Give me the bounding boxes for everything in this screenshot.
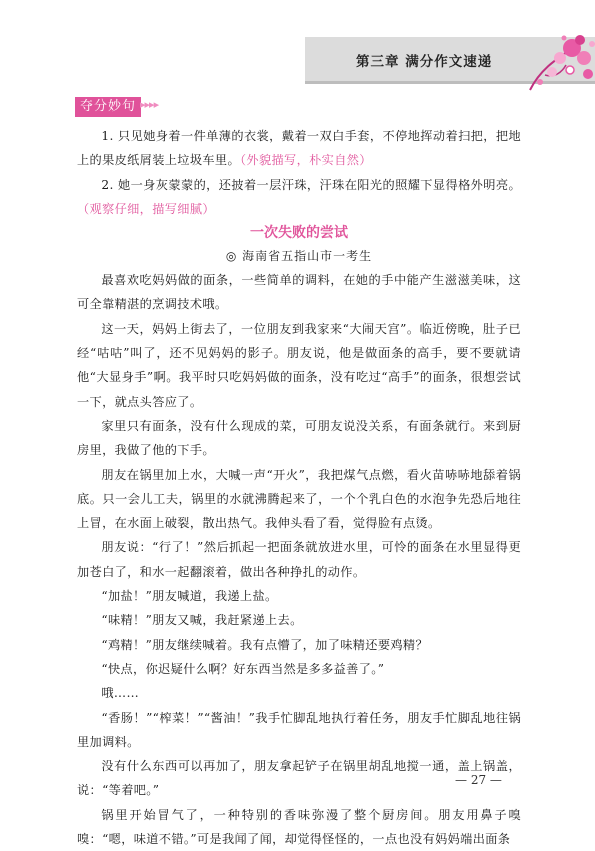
- sentence-text: 1. 只见她身着一件单薄的衣裳，戴着一双白手套，不停地挥动着扫把，把地上的果皮纸屑装上垃圾车里。: [77, 129, 521, 168]
- sentence-text: 2. 她一身灰蒙蒙的，还披着一层汗珠，汗珠在阳光的照耀下显得格外明亮。: [101, 177, 521, 192]
- article-paragraph: 锅里开始冒气了，一种特别的香味弥漫了整个厨房间。朋友用鼻子嗅嗅：“嗯，味道不错。”可是我闻了闻，却觉得怪怪的，一点也没有妈妈端出面条: [77, 807, 521, 847]
- article-paragraph: “味精！”朋友又喊，我赶紧递上去。: [101, 613, 303, 628]
- article-paragraph: 没有什么东西可以再加了，朋友拿起铲子在锅里胡乱地搅一通，盖上锅盖，说：“等着吧。”: [77, 759, 521, 798]
- chapter-title: 第三章 满分作文速递: [356, 54, 493, 70]
- page-number: — 27 —: [455, 773, 502, 787]
- article-paragraph: 朋友说：“行了！”然后抓起一把面条就放进水里，可怜的面条在水里显得更加苍白了，和水一起翻滚着，做出各种挣扎的动作。: [77, 540, 521, 579]
- article-paragraph: 最喜欢吃妈妈做的面条，一些简单的调料，在她的手中能产生滋滋美味，这可全靠精湛的烹调技术哦。: [77, 273, 521, 312]
- example-sentence: [77, 124, 521, 173]
- article-paragraph: “快点，你迟疑什么啊？好东西当然是多多益善了。”: [101, 661, 385, 676]
- sentence-note: （外貌描写，朴实自然）: [240, 153, 372, 168]
- example-sentence: [77, 173, 521, 222]
- article-author: ◎ 海南省五指山市一考生: [225, 249, 373, 264]
- arrows-icon: ▸▸▸▸: [140, 98, 159, 111]
- page-content: [77, 124, 521, 851]
- article-paragraph: 这一天，妈妈上街去了，一位朋友到我家来“大闹天宫”。临近傍晚，肚子已经“咕咕”叫了，还不见妈妈的影子。朋友说，他是做面条的高手，要不要就请他“大显身手”啊。我平时只吃妈妈做的面条，没有吃过“高手”的面条，很想尝试一下，就点头答应了。: [77, 321, 521, 409]
- article-title: 一次失败的尝试: [250, 225, 348, 242]
- article-paragraph: “香肠！”“榨菜！”“酱油！”我手忙脚乱地执行着任务，朋友手忙脚乱地往锅里加调料。: [77, 710, 521, 749]
- article-paragraph: “加盐！”朋友喊道，我递上盐。: [101, 589, 278, 604]
- flower-decoration-icon: [500, 30, 595, 92]
- article-paragraph: “鸡精！”朋友继续喊着。我有点懵了，加了味精还要鸡精？: [101, 637, 428, 652]
- article-paragraph: 家里只有面条，没有什么现成的菜，可朋友说没关系，有面条就行。来到厨房里，我做了他的下手。: [77, 418, 521, 458]
- article-paragraph: 朋友在锅里加上水，大喊一声“开火”，我把煤气点燃，看火苗哧哧地舔着锅底。只一会儿工夫，锅里的水就沸腾起来了，一个个乳白色的水泡争先恐后地往上冒，在水面上破裂，散出热气。我伸头看了看，觉得脸有点烫。: [77, 467, 521, 531]
- article-paragraph: 哦……: [101, 686, 140, 701]
- section-tag: 夺分妙句: [75, 97, 141, 117]
- sentence-note: （观察仔细，描写细腻）: [77, 201, 215, 216]
